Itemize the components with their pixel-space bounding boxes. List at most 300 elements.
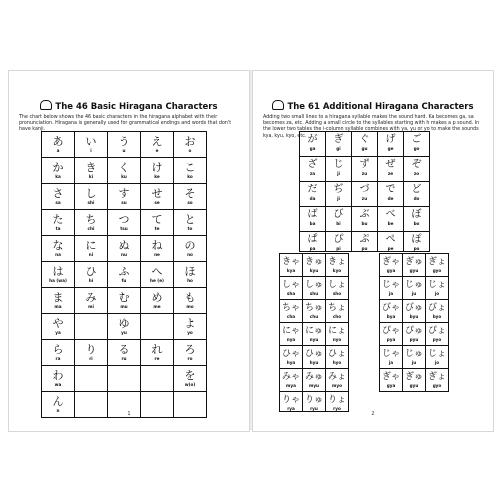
hiragana-cell xyxy=(378,207,404,232)
hiragana-character: みょ xyxy=(327,372,346,382)
hiragana-character: え xyxy=(151,135,163,148)
hiragana-cell xyxy=(300,132,326,157)
hiragana-character: れ xyxy=(151,343,163,356)
hiragana-cell xyxy=(141,210,174,236)
hiragana-cell xyxy=(174,158,207,184)
hiragana-character: ぬ xyxy=(118,239,130,252)
hiragana-character: ぎゃ xyxy=(381,257,400,267)
hiragana-character: て xyxy=(151,213,163,226)
hiragana-cell xyxy=(108,314,141,340)
page-title-text: The 61 Additional Hiragana Characters xyxy=(287,102,474,112)
romaji-reading: pu xyxy=(361,246,368,251)
romaji-reading: ya xyxy=(55,330,61,335)
hiragana-character: ひょ xyxy=(327,349,346,359)
hiragana-cell xyxy=(378,132,404,157)
hiragana-cell xyxy=(352,157,378,182)
intro-text: Adding two small lines to a hiragana syllable makes the sound hard. Ka becomes ga, sa becomes za, etc. Adding a small circle to the syllables starting with h makes a p sound. In the lower two tables the i-column syllable combines with ya, yu or yo to make the sounds kya, kyu, kyo, etc. xyxy=(263,115,480,139)
hiragana-character: ぱ xyxy=(307,234,318,245)
hiragana-cell xyxy=(378,232,404,252)
romaji-reading: hyu xyxy=(309,360,319,365)
hiragana-character: む xyxy=(118,291,130,304)
hiragana-cell xyxy=(280,254,303,277)
romaji-reading: ko xyxy=(187,174,193,179)
hiragana-character: き xyxy=(85,161,97,174)
romaji-reading: pyu xyxy=(409,337,419,342)
hiragana-character: づ xyxy=(359,184,370,195)
hiragana-character: ち xyxy=(85,213,97,226)
romaji-reading: ba xyxy=(309,221,316,226)
romaji-reading: de xyxy=(387,196,394,201)
hiragana-cell xyxy=(403,346,426,369)
hiragana-character: し xyxy=(85,187,97,200)
hiragana-character: りゅ xyxy=(304,395,323,405)
romaji-reading: gyu xyxy=(409,268,419,273)
romaji-reading: mi xyxy=(88,304,94,309)
hiragana-cell xyxy=(141,158,174,184)
hiragana-character: りょ xyxy=(327,395,346,405)
hiragana-cell xyxy=(280,369,303,392)
hiragana-character: わ xyxy=(52,369,64,382)
hiragana-cell xyxy=(75,288,108,314)
romaji-reading: kya xyxy=(286,268,296,273)
romaji-reading: be xyxy=(387,221,394,226)
romaji-reading: byu xyxy=(409,314,419,319)
romaji-reading: tsu xyxy=(120,226,128,231)
romaji-reading: ryu xyxy=(310,406,318,411)
romaji-reading: o xyxy=(188,148,192,153)
hiragana-cell xyxy=(326,254,349,277)
romaji-reading: bu xyxy=(361,221,368,226)
hiragana-character: しょ xyxy=(327,280,346,290)
romaji-reading: mya xyxy=(286,383,296,388)
hiragana-cell xyxy=(42,210,75,236)
hiragana-cell xyxy=(303,300,326,323)
hiragana-character: ぷ xyxy=(359,234,370,245)
romaji-reading: za xyxy=(309,171,316,176)
hiragana-character: ぎょ xyxy=(427,257,446,267)
voiced-hiragana-table xyxy=(299,131,430,252)
hiragana-cell xyxy=(141,184,174,210)
hiragana-character: ちゅ xyxy=(304,303,323,313)
romaji-reading: ne xyxy=(154,252,160,257)
hiragana-cell xyxy=(42,132,75,158)
hiragana-character: ぴ xyxy=(333,234,344,245)
romaji-reading: gyo xyxy=(432,268,442,273)
hiragana-cell xyxy=(174,314,207,340)
hiragana-character: ご xyxy=(411,134,422,145)
hiragana-character: あ xyxy=(52,135,64,148)
romaji-reading: re xyxy=(154,356,160,361)
hiragana-cell xyxy=(75,184,108,210)
romaji-reading: ja xyxy=(388,360,394,365)
hiragana-cell xyxy=(42,288,75,314)
hiragana-character: きゃ xyxy=(281,257,300,267)
romaji-reading: cha xyxy=(286,314,296,319)
hiragana-character: ぎゃ xyxy=(381,372,400,382)
romaji-reading: ka xyxy=(55,174,61,179)
hiragana-cell xyxy=(303,254,326,277)
romaji-reading: ge xyxy=(387,146,394,151)
hiragana-character: ぢ xyxy=(333,184,344,195)
romaji-reading: chi xyxy=(87,226,95,231)
hiragana-character: びゅ xyxy=(404,303,423,313)
romaji-reading: jo xyxy=(434,291,440,296)
romaji-reading: gya xyxy=(386,268,396,273)
hiragana-character: にゃ xyxy=(282,326,300,336)
hiragana-cell xyxy=(380,254,403,277)
hiragana-character: ぺ xyxy=(385,234,396,245)
hiragana-cell xyxy=(141,314,174,340)
hiragana-character: く xyxy=(118,161,130,174)
romaji-reading: gya xyxy=(386,383,396,388)
hiragana-cell xyxy=(403,300,426,323)
hiragana-character: み xyxy=(85,291,97,304)
romaji-reading: gyo xyxy=(432,383,442,388)
hiragana-cell xyxy=(426,254,449,277)
hiragana-cell xyxy=(300,232,326,252)
hiragana-character: りゃ xyxy=(281,395,300,405)
book-icon xyxy=(40,100,52,110)
hiragana-cell xyxy=(326,346,349,369)
hiragana-cell xyxy=(108,340,141,366)
hiragana-character: ざ xyxy=(307,159,318,170)
hiragana-character: ぽ xyxy=(411,234,422,245)
hiragana-character: ろ xyxy=(184,343,196,356)
romaji-reading: myu xyxy=(308,383,320,388)
hiragana-character: げ xyxy=(385,134,396,145)
hiragana-cell xyxy=(42,340,75,366)
hiragana-cell xyxy=(352,207,378,232)
hiragana-character: ま xyxy=(52,291,64,304)
hiragana-character: ぐ xyxy=(359,134,370,145)
hiragana-cell xyxy=(326,157,352,182)
romaji-reading: byo xyxy=(432,314,442,319)
hiragana-character: の xyxy=(184,239,196,252)
romaji-reading: zu xyxy=(361,171,368,176)
hiragana-cell xyxy=(352,232,378,252)
hiragana-character: ゆ xyxy=(118,317,130,330)
romaji-reading: po xyxy=(413,246,420,251)
hiragana-character: だ xyxy=(307,184,318,195)
romaji-reading: a xyxy=(56,148,60,153)
hiragana-character: ど xyxy=(411,184,422,195)
hiragana-character: は xyxy=(52,265,64,278)
hiragana-cell xyxy=(174,366,207,392)
hiragana-character: び xyxy=(333,209,344,220)
romaji-reading: ja xyxy=(388,291,394,296)
romaji-reading: ju xyxy=(411,291,417,296)
hiragana-cell xyxy=(174,262,207,288)
hiragana-character: きゅ xyxy=(304,257,323,267)
romaji-reading: sho xyxy=(332,291,342,296)
hiragana-character: す xyxy=(118,187,130,200)
page-right xyxy=(252,70,494,432)
hiragana-character: ね xyxy=(151,239,163,252)
hiragana-character: け xyxy=(151,161,163,174)
hiragana-character: ぜ xyxy=(385,159,396,170)
hiragana-character: た xyxy=(52,213,64,226)
hiragana-character: で xyxy=(385,184,396,195)
romaji-reading: su xyxy=(121,200,127,205)
hiragana-character: びょ xyxy=(427,303,446,313)
hiragana-cell xyxy=(42,366,75,392)
romaji-reading: do xyxy=(413,196,420,201)
hiragana-cell xyxy=(403,277,426,300)
romaji-reading: jo xyxy=(434,360,440,365)
hiragana-cell xyxy=(380,369,403,392)
romaji-reading: gyu xyxy=(409,383,419,388)
page-left xyxy=(8,70,250,432)
romaji-reading: ro xyxy=(187,356,193,361)
romaji-reading: ze xyxy=(387,171,394,176)
hiragana-cell xyxy=(280,277,303,300)
hiragana-cell xyxy=(404,207,430,232)
romaji-reading: hya xyxy=(286,360,296,365)
hiragana-character: じゃ xyxy=(381,349,400,359)
hiragana-cell xyxy=(141,236,174,262)
hiragana-cell xyxy=(108,236,141,262)
hiragana-cell xyxy=(326,182,352,207)
hiragana-cell xyxy=(426,323,449,346)
hiragana-character: ず xyxy=(359,159,370,170)
page-title xyxy=(9,100,249,112)
hiragana-cell xyxy=(404,132,430,157)
hiragana-cell xyxy=(403,323,426,346)
romaji-reading: hyo xyxy=(332,360,342,365)
page-title xyxy=(253,100,493,112)
hiragana-character: にゅ xyxy=(305,326,323,336)
hiragana-character: さ xyxy=(52,187,64,200)
hiragana-character: きょ xyxy=(327,257,346,267)
romaji-reading: te xyxy=(154,226,160,231)
hiragana-character: も xyxy=(184,291,196,304)
hiragana-cell xyxy=(378,157,404,182)
hiragana-character: や xyxy=(52,317,64,330)
romaji-reading: gu xyxy=(361,146,368,151)
hiragana-character: ら xyxy=(52,343,64,356)
hiragana-cell xyxy=(326,392,349,412)
hiragana-character: みゅ xyxy=(304,372,323,382)
hiragana-cell xyxy=(426,369,449,392)
hiragana-cell xyxy=(280,323,303,346)
hiragana-cell xyxy=(280,300,303,323)
hiragana-character: びゃ xyxy=(381,303,400,313)
hiragana-cell xyxy=(380,300,403,323)
hiragana-cell xyxy=(42,262,75,288)
hiragana-cell xyxy=(75,132,108,158)
hiragana-cell xyxy=(108,158,141,184)
hiragana-character: ぎょ xyxy=(427,372,446,382)
romaji-reading: he (e) xyxy=(150,278,164,283)
hiragana-cell xyxy=(141,340,174,366)
romaji-reading: w(o) xyxy=(184,382,196,387)
romaji-reading: ki xyxy=(88,174,94,179)
hiragana-cell xyxy=(303,277,326,300)
romaji-reading: ra xyxy=(55,356,61,361)
hiragana-character: じょ xyxy=(427,280,446,290)
hiragana-cell xyxy=(174,132,207,158)
romaji-reading: shi xyxy=(87,200,95,205)
hiragana-character: る xyxy=(118,343,130,356)
romaji-reading: u xyxy=(122,148,126,153)
hiragana-cell xyxy=(300,157,326,182)
romaji-reading: e xyxy=(155,148,159,153)
romaji-reading: bo xyxy=(413,221,420,226)
hiragana-character: ぴゅ xyxy=(404,326,423,336)
hiragana-cell xyxy=(75,210,108,236)
romaji-reading: kyu xyxy=(309,268,319,273)
romaji-reading: ku xyxy=(121,174,127,179)
hiragana-character: ぴょ xyxy=(427,326,446,336)
hiragana-character: を xyxy=(184,369,196,382)
hiragana-character: ぎゅ xyxy=(404,257,423,267)
hiragana-cell xyxy=(42,158,75,184)
romaji-reading: na xyxy=(55,252,61,257)
hiragana-character: じゃ xyxy=(381,280,400,290)
hiragana-character: が xyxy=(307,134,318,145)
hiragana-cell xyxy=(108,184,141,210)
romaji-reading: cho xyxy=(332,314,342,319)
hiragana-cell xyxy=(141,132,174,158)
hiragana-cell xyxy=(42,184,75,210)
hiragana-cell xyxy=(426,300,449,323)
romaji-reading: sa xyxy=(55,200,61,205)
hiragana-character: り xyxy=(85,343,97,356)
hiragana-cell xyxy=(380,346,403,369)
hiragana-character: じょ xyxy=(427,349,446,359)
hiragana-cell xyxy=(141,366,174,392)
hiragana-cell xyxy=(404,182,430,207)
hiragana-character: じゅ xyxy=(404,280,423,290)
hiragana-cell xyxy=(108,262,141,288)
basic-hiragana-table xyxy=(41,131,207,418)
romaji-reading: zu xyxy=(361,196,368,201)
hiragana-character: ん xyxy=(52,395,64,408)
hiragana-character: ひゃ xyxy=(281,349,300,359)
romaji-reading: bi xyxy=(336,221,341,226)
hiragana-character: お xyxy=(184,135,196,148)
hiragana-cell xyxy=(75,314,108,340)
romaji-reading: i xyxy=(90,148,92,153)
hiragana-cell xyxy=(326,277,349,300)
hiragana-cell xyxy=(108,288,141,314)
hiragana-cell xyxy=(326,369,349,392)
hiragana-cell xyxy=(404,157,430,182)
hiragana-cell xyxy=(326,132,352,157)
romaji-reading: bya xyxy=(386,314,396,319)
hiragana-cell xyxy=(42,314,75,340)
hiragana-cell xyxy=(352,182,378,207)
romaji-reading: pa xyxy=(309,246,316,251)
romaji-reading: rya xyxy=(287,406,295,411)
romaji-reading: ju xyxy=(411,360,417,365)
hiragana-character: か xyxy=(52,161,64,174)
romaji-reading: ri xyxy=(89,356,93,361)
page-number: 2 xyxy=(371,411,375,417)
romaji-reading: ru xyxy=(121,356,127,361)
page-number: 1 xyxy=(127,411,131,417)
hiragana-character: じ xyxy=(333,159,344,170)
romaji-reading: pyo xyxy=(432,337,442,342)
hiragana-cell xyxy=(174,340,207,366)
romaji-reading: ho xyxy=(187,278,193,283)
hiragana-character: ちゃ xyxy=(281,303,300,313)
hiragana-cell xyxy=(174,184,207,210)
hiragana-cell xyxy=(403,369,426,392)
hiragana-cell xyxy=(108,210,141,236)
hiragana-character: せ xyxy=(151,187,163,200)
romaji-reading: so xyxy=(187,200,193,205)
romaji-reading: sha xyxy=(286,291,296,296)
hiragana-cell xyxy=(380,323,403,346)
romaji-reading: to xyxy=(187,226,193,231)
hiragana-cell xyxy=(280,392,303,412)
combo-hiragana-table-left xyxy=(279,253,349,412)
romaji-reading: ke xyxy=(154,174,160,179)
hiragana-cell xyxy=(326,232,352,252)
romaji-reading: mu xyxy=(120,304,128,309)
hiragana-character: しゃ xyxy=(281,280,300,290)
romaji-reading: kyo xyxy=(332,268,342,273)
hiragana-character: ば xyxy=(307,209,318,220)
romaji-reading: ji xyxy=(337,196,340,201)
romaji-reading: myo xyxy=(332,383,342,388)
hiragana-cell xyxy=(141,262,174,288)
hiragana-character: ぞ xyxy=(411,159,422,170)
romaji-reading: ha (wa) xyxy=(49,278,67,283)
romaji-reading: yo xyxy=(187,330,193,335)
romaji-reading: fu xyxy=(121,278,127,283)
hiragana-character: べ xyxy=(385,209,396,220)
romaji-reading: ma xyxy=(54,304,62,309)
hiragana-cell xyxy=(75,340,108,366)
romaji-reading: ryo xyxy=(333,406,341,411)
romaji-reading: no xyxy=(187,252,193,257)
hiragana-cell xyxy=(352,132,378,157)
hiragana-character: ほ xyxy=(184,265,196,278)
romaji-reading: pi xyxy=(336,246,341,251)
romaji-reading: shu xyxy=(309,291,319,296)
romaji-reading: gi xyxy=(336,146,341,151)
hiragana-cell xyxy=(380,277,403,300)
hiragana-cell xyxy=(108,366,141,392)
hiragana-character: みゃ xyxy=(281,372,300,382)
hiragana-character: ぴゃ xyxy=(381,326,400,336)
romaji-reading: chu xyxy=(309,314,319,319)
hiragana-character: ぎ xyxy=(333,134,344,145)
hiragana-character: い xyxy=(85,135,97,148)
hiragana-character: つ xyxy=(118,213,130,226)
romaji-reading: zo xyxy=(413,171,420,176)
romaji-reading: go xyxy=(413,146,420,151)
hiragana-character: よ xyxy=(184,317,196,330)
hiragana-cell xyxy=(378,182,404,207)
romaji-reading: ni xyxy=(88,252,94,257)
hiragana-character: ふ xyxy=(118,265,130,278)
romaji-reading: mo xyxy=(186,304,194,309)
hiragana-cell xyxy=(326,207,352,232)
hiragana-cell xyxy=(75,366,108,392)
intro-text: The chart below shows the 46 basic characters in the hiragana alphabet with their pronunciation. Hiragana is generally used for grammatical endings and words that don't have kanji. xyxy=(19,115,232,133)
hiragana-cell xyxy=(75,158,108,184)
hiragana-cell xyxy=(300,207,326,232)
romaji-reading: nya xyxy=(286,337,296,342)
hiragana-character: め xyxy=(151,291,163,304)
romaji-reading: se xyxy=(154,200,160,205)
hiragana-cell xyxy=(303,369,326,392)
hiragana-cell xyxy=(174,288,207,314)
hiragana-character: ひゅ xyxy=(304,349,323,359)
